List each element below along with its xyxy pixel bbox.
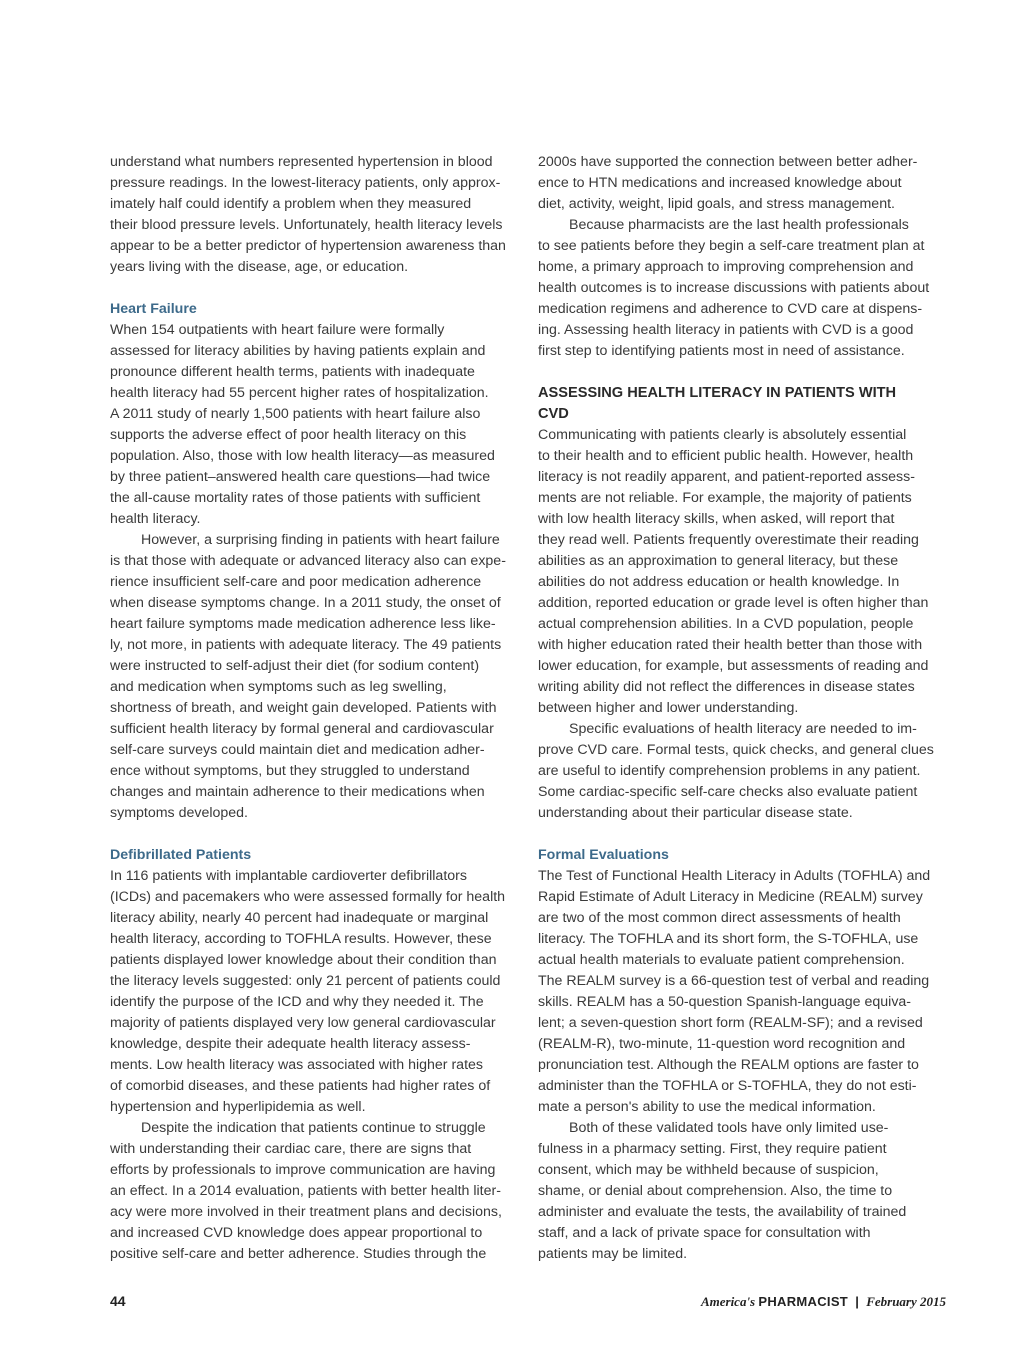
right-column [538, 152, 946, 1265]
text-line: Specific evaluations of health literacy are needed to im- [569, 721, 917, 737]
text-line: abilities as an approximation to general literacy, but these [538, 553, 899, 569]
text-line: with low health literacy skills, when asked, will report that [538, 511, 895, 527]
text-line: identify the purpose of the ICD and why they needed it. The [110, 994, 484, 1010]
text-line: Some cardiac-specific self-care checks also evaluate patient [538, 784, 918, 800]
text-line: In 116 patients with implantable cardioverter defibrillators [110, 868, 467, 884]
text-line: were instructed to self-adjust their diet (for sodium content) [110, 658, 480, 674]
text-line: pressure readings. In the lowest-literacy patients, only approx- [110, 175, 501, 191]
text-line: assessed for literacy abilities by having patients explain and [110, 343, 486, 359]
text-line: the literacy levels suggested: only 21 percent of patients could [110, 973, 501, 989]
text-line: When 154 outpatients with heart failure were formally [110, 322, 445, 338]
text-line: is that those with adequate or advanced literacy also can expe- [110, 553, 506, 569]
text-line: and increased CVD knowledge does appear proportional to [110, 1225, 483, 1241]
text-line: between higher and lower understanding. [538, 700, 799, 716]
text-line: skills. REALM has a 50-question Spanish-language equiva- [538, 994, 912, 1010]
text-line: are useful to identify comprehension problems in any patient. [538, 763, 921, 779]
text-line: addition, reported education or grade level is often higher than [538, 595, 929, 611]
text-line: and medication when symptoms such as leg swelling, [110, 679, 447, 695]
text-line: However, a surprising finding in patients with heart failure [141, 532, 500, 548]
text-line: diet, activity, weight, lipid goals, and stress management. [538, 196, 895, 212]
text-line: their blood pressure levels. Unfortunately, health literacy levels [110, 217, 503, 233]
text-line: 2000s have supported the connection between better adher- [538, 154, 918, 170]
text-line: are two of the most common direct assessments of health [538, 910, 901, 926]
magazine-name-italic: America's [700, 1294, 756, 1309]
section-heading: Formal Evaluations [538, 847, 669, 863]
text-line: changes and maintain adherence to their medications when [110, 784, 485, 800]
text-line: A 2011 study of nearly 1,500 patients with heart failure also [110, 406, 481, 422]
paragraph-gap [538, 362, 946, 383]
text-line: literacy is not readily apparent, and patient-reported assess- [538, 469, 915, 485]
text-line: staff, and a lack of private space for consultation with [538, 1225, 871, 1241]
text-line: the all-cause mortality rates of those patients with sufficient [110, 490, 481, 506]
text-line: writing ability did not reflect the differences in disease states [538, 679, 915, 695]
text-line: literacy ability, nearly 40 percent had inadequate or marginal [110, 910, 489, 926]
text-line: Communicating with patients clearly is absolutely essential [538, 427, 907, 443]
text-line: supports the adverse effect of poor health literacy on this [110, 427, 467, 443]
text-line: home, a primary approach to improving comprehension and [538, 259, 914, 275]
text-line: administer and evaluate the tests, the availability of trained [538, 1204, 907, 1220]
text-line: an effect. In a 2014 evaluation, patients with better health liter- [110, 1183, 501, 1199]
text-line: with understanding their cardiac care, there are signs that [110, 1141, 472, 1157]
footer-separator: | [855, 1294, 859, 1309]
text-line: ments are not reliable. For example, the majority of patients [538, 490, 912, 506]
text-line: appear to be a better predictor of hypertension awareness than [110, 238, 506, 254]
text-line: ly, not more, in patients with adequate literacy. The 49 patients [110, 637, 502, 653]
text-line: with higher education rated their health better than those with [538, 637, 923, 653]
text-line: Despite the indication that patients continue to struggle [141, 1120, 486, 1136]
text-line: (ICDs) and pacemakers who were assessed formally for health [110, 889, 506, 905]
text-line: health literacy had 55 percent higher rates of hospitalization. [110, 385, 489, 401]
text-line: lent; a seven-question short form (REALM-SF); and a revised [538, 1015, 923, 1031]
text-line: Because pharmacists are the last health professionals [569, 217, 909, 233]
left-column [110, 152, 518, 1265]
text-line: positive self-care and better adherence. Studies through the [110, 1246, 487, 1262]
text-line: shortness of breath, and weight gain developed. Patients with [110, 700, 497, 716]
text-line: consent, which may be withheld because of suspicion, [538, 1162, 879, 1178]
text-line: The Test of Functional Health Literacy in Adults (TOFHLA) and [538, 868, 931, 884]
issue-date: February 2015 [866, 1294, 946, 1309]
paragraph-gap [110, 278, 518, 299]
text-line: ence to HTN medications and increased knowledge about [538, 175, 902, 191]
text-line: actual comprehension abilities. In a CVD population, people [538, 616, 914, 632]
text-line: they read well. Patients frequently overestimate their reading [538, 532, 919, 548]
text-line: sufficient health literacy by formal general and cardiovascular [110, 721, 494, 737]
text-line: hypertension and hyperlipidemia as well. [110, 1099, 366, 1115]
text-line: The REALM survey is a 66-question test of verbal and reading [538, 973, 930, 989]
text-line: pronounce different health terms, patients with inadequate [110, 364, 475, 380]
text-line: knowledge, despite their adequate health literacy assess- [110, 1036, 471, 1052]
text-line: ing. Assessing health literacy in patients with CVD is a good [538, 322, 914, 338]
text-line: rience insufficient self-care and poor medication adherence [110, 574, 482, 590]
page-number: 44 [110, 1293, 126, 1309]
text-line: understand what numbers represented hypertension in blood [110, 154, 493, 170]
section-heading: ASSESSING HEALTH LITERACY IN PATIENTS WITH [538, 385, 897, 401]
text-line: years living with the disease, age, or education. [110, 259, 409, 275]
text-line: fulness in a pharmacy setting. First, they require patient [538, 1141, 887, 1157]
text-line: ence without symptoms, but they struggled to understand [110, 763, 470, 779]
text-line: efforts by professionals to improve communication are having [110, 1162, 496, 1178]
text-line: of comorbid diseases, and these patients had higher rates of [110, 1078, 491, 1094]
text-line: to their health and to efficient public health. However, health [538, 448, 914, 464]
section-heading: CVD [538, 406, 569, 422]
text-line: shame, or denial about comprehension. Also, the time to [538, 1183, 893, 1199]
text-line: imately half could identify a problem when they measured [110, 196, 472, 212]
text-line: administer than the TOFHLA or S-TOFHLA, they do not esti- [538, 1078, 917, 1094]
section-heading: Defibrillated Patients [110, 847, 252, 863]
text-line: health outcomes is to increase discussions with patients about [538, 280, 930, 296]
text-line: pronunciation test. Although the REALM options are faster to [538, 1057, 919, 1073]
text-line: Both of these validated tools have only limited use- [569, 1120, 889, 1136]
text-line: heart failure symptoms made medication adherence less like- [110, 616, 496, 632]
text-line: lower education, for example, but assessments of reading and [538, 658, 929, 674]
paragraph-gap [538, 824, 946, 845]
text-line: by three patient–answered health care questions—had twice [110, 469, 491, 485]
text-line: patients displayed lower knowledge about their condition than [110, 952, 497, 968]
text-line: population. Also, those with low health literacy—as measured [110, 448, 495, 464]
text-line: Rapid Estimate of Adult Literacy in Medicine (REALM) survey [538, 889, 923, 905]
text-line: actual health materials to evaluate patient comprehension. [538, 952, 905, 968]
text-line: symptoms developed. [110, 805, 249, 821]
text-line: when disease symptoms change. In a 2011 study, the onset of [110, 595, 501, 611]
text-line: literacy. The TOFHLA and its short form, the S-TOFHLA, use [538, 931, 919, 947]
paragraph-gap [110, 824, 518, 845]
text-line: majority of patients displayed very low general cardiovascular [110, 1015, 496, 1031]
text-line: understanding about their particular disease state. [538, 805, 853, 821]
text-line: health literacy, according to TOFHLA results. However, these [110, 931, 492, 947]
text-line: abilities do not address education or health knowledge. In [538, 574, 900, 590]
magazine-name-caps: PHARMACIST [758, 1294, 849, 1309]
text-line: mate a person's ability to use the medical information. [538, 1099, 876, 1115]
text-line: acy were more involved in their treatment plans and decisions, [110, 1204, 502, 1220]
text-line: self-care surveys could maintain diet and medication adher- [110, 742, 485, 758]
text-line: to see patients before they begin a self-care treatment plan at [538, 238, 925, 254]
text-line: ments. Low health literacy was associated with higher rates [110, 1057, 483, 1073]
text-line: prove CVD care. Formal tests, quick checks, and general clues [538, 742, 934, 758]
section-heading: Heart Failure [110, 301, 197, 317]
text-line: patients may be limited. [538, 1246, 688, 1262]
magazine-footer [701, 1294, 946, 1310]
text-line: medication regimens and adherence to CVD care at dispens- [538, 301, 923, 317]
text-line: health literacy. [110, 511, 201, 527]
text-line: (REALM-R), two-minute, 11-question word recognition and [538, 1036, 906, 1052]
text-line: first step to identifying patients most in need of assistance. [538, 343, 905, 359]
